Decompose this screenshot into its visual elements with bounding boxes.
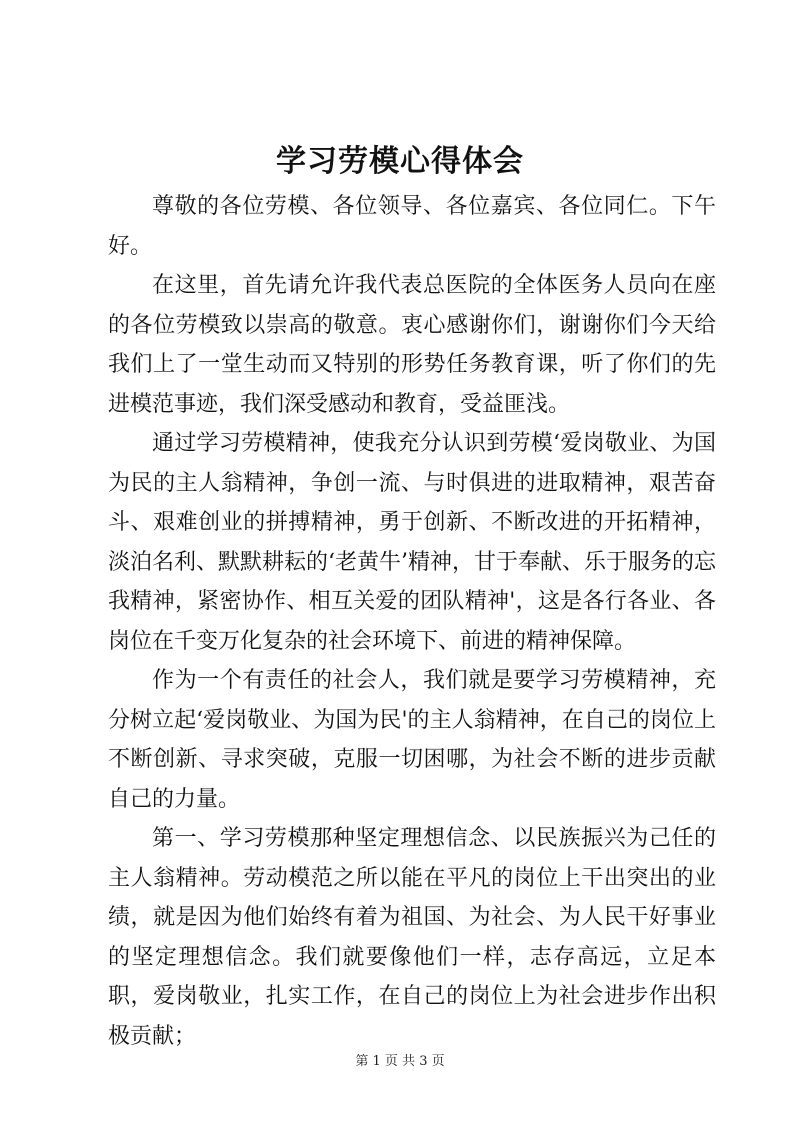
paragraph-first-point: 第一、学习劳模那种坚定理想信念、以民族振兴为己任的主人翁精神。劳动模范之所以能在平凡的岗位上干出突出的业绩，就是因为他们始终有着为祖国、为社会、为人民干好事业的坚定理想信念。我们就要像他们一样，志存高远，立足本职，爱岗敬业，扎实工作，在自己的岗位上为社会进步作出积极贡献； (108, 826, 716, 1049)
paragraph-thanks: 在这里，首先请允许我代表总医院的全体医务人员向在座的各位劳模致以崇高的敬意。衷心感谢你们，谢谢你们今天给我们上了一堂生动而又特别的形势任务教育课，听了你们的先进模范事迹，我们深受感动和教育，受益匪浅。 (108, 273, 716, 417)
paragraph-responsibility: 作为一个有责任的社会人，我们就是要学习劳模精神，充分树立起‘爱岗敬业、为国为民'的主人翁精神，在自己的岗位上不断创新、寻求突破，克服一切困哪，为社会不断的进步贡献自己的力量。 (108, 668, 716, 812)
document-body (108, 187, 716, 1056)
document-title: 学习劳模心得体会 (276, 144, 524, 179)
paragraph-model-spirit: 通过学习劳模精神，使我充分认识到劳模‘爱岗敬业、为国为民的主人翁精神，争创一流、与时俱进的进取精神，艰苦奋斗、艰难创业的拼搏精神，勇于创新、不断改进的开拓精神，淡泊名利、默默耕耘的‘老黄牛’精神，甘于奉献、乐于服务的忘我精神，紧密协作、相互关爱的团队精神'，这是各行各业、各岗位在千变万化复杂的社会环境下、前进的精神保障。 (108, 431, 716, 654)
paragraph-greeting: 尊敬的各位劳模、各位领导、各位嘉宾、各位同仁。下午好。 (108, 194, 716, 259)
page-footer: 第 1 页 共 3 页 (355, 1054, 445, 1069)
